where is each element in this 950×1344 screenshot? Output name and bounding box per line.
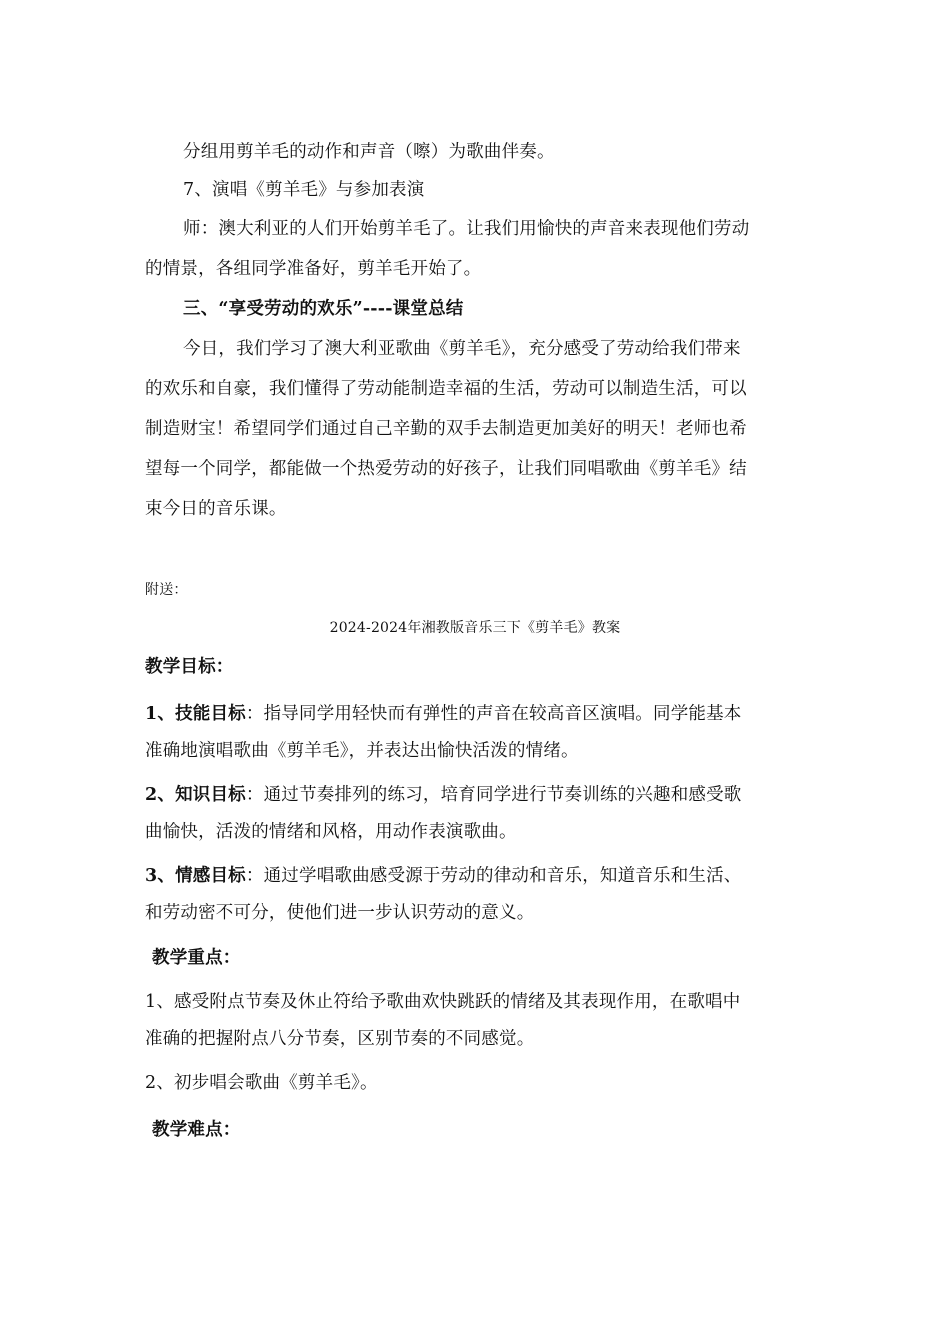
paragraph-line: 师：澳大利亚的人们开始剪羊毛了。让我们用愉快的声音来表现他们劳动 bbox=[183, 219, 750, 239]
objective-2-text: ：通过节奏排列的练习，培育同学进行节奏训练的兴趣和感受歌 bbox=[245, 785, 742, 805]
appendix-label: 附送： bbox=[145, 582, 188, 598]
objective-1-text: ：指导同学用轻快而有弹性的声音在较高音区演唱。同学能基本 bbox=[245, 704, 742, 724]
difficulties-heading: 教学难点： bbox=[152, 1120, 241, 1140]
objective-3-text: ：通过学唱歌曲感受源于劳动的律动和音乐，知道音乐和生活、 bbox=[245, 866, 742, 886]
objective-1-line-2: 准确地演唱歌曲《剪羊毛》，并表达出愉快活泼的情绪。 bbox=[145, 741, 579, 761]
objective-2-label: 2、知识目标 bbox=[145, 785, 246, 805]
summary-line: 束今日的音乐课。 bbox=[145, 499, 287, 519]
summary-line: 制造财宝！希望同学们通过自己辛勤的双手去制造更加美好的明天！老师也希 bbox=[145, 419, 747, 439]
summary-line: 的欢乐和自豪，我们懂得了劳动能制造幸福的生活，劳动可以制造生活，可以 bbox=[145, 379, 747, 399]
objective-2-line bbox=[145, 783, 805, 807]
keypoint-2-line: 2、初步唱会歌曲《剪羊毛》。 bbox=[145, 1073, 378, 1093]
objective-3-line bbox=[145, 864, 805, 888]
step-7-heading: 7、演唱《剪羊毛》与参加表演 bbox=[183, 180, 425, 200]
objective-3-line-2: 和劳动密不可分，使他们进一步认识劳动的意义。 bbox=[145, 903, 535, 923]
summary-line: 今日，我们学习了澳大利亚歌曲《剪羊毛》，充分感受了劳动给我们带来 bbox=[183, 339, 741, 359]
keypoint-1-line-2: 准确的把握附点八分节奏，区别节奏的不同感觉。 bbox=[145, 1029, 535, 1049]
objectives-heading: 教学目标： bbox=[145, 657, 234, 677]
keypoint-1-line: 1、感受附点节奏及休止符给予歌曲欢快跳跃的情绪及其表现作用，在歌唱中 bbox=[145, 992, 741, 1012]
objective-2-line-2: 曲愉快，活泼的情绪和风格，用动作表演歌曲。 bbox=[145, 822, 517, 842]
objective-1-line bbox=[145, 702, 805, 726]
section-3-heading: 三、“享受劳动的欢乐”----课堂总结 bbox=[183, 299, 464, 319]
paragraph-line: 的情景，各组同学准备好，剪羊毛开始了。 bbox=[145, 259, 482, 279]
summary-line: 望每一个同学，都能做一个热爱劳动的好孩子，让我们同唱歌曲《剪羊毛》结 bbox=[145, 459, 747, 479]
appendix-title: 2024-2024年湘教版音乐三下《剪羊毛》教案 bbox=[329, 620, 621, 636]
keypoints-heading: 教学重点： bbox=[152, 948, 241, 968]
paragraph-line: 分组用剪羊毛的动作和声音（嚓）为歌曲伴奏。 bbox=[183, 142, 555, 162]
objective-3-label: 3、情感目标 bbox=[145, 866, 246, 886]
objective-1-label: 1、技能目标 bbox=[145, 704, 246, 724]
